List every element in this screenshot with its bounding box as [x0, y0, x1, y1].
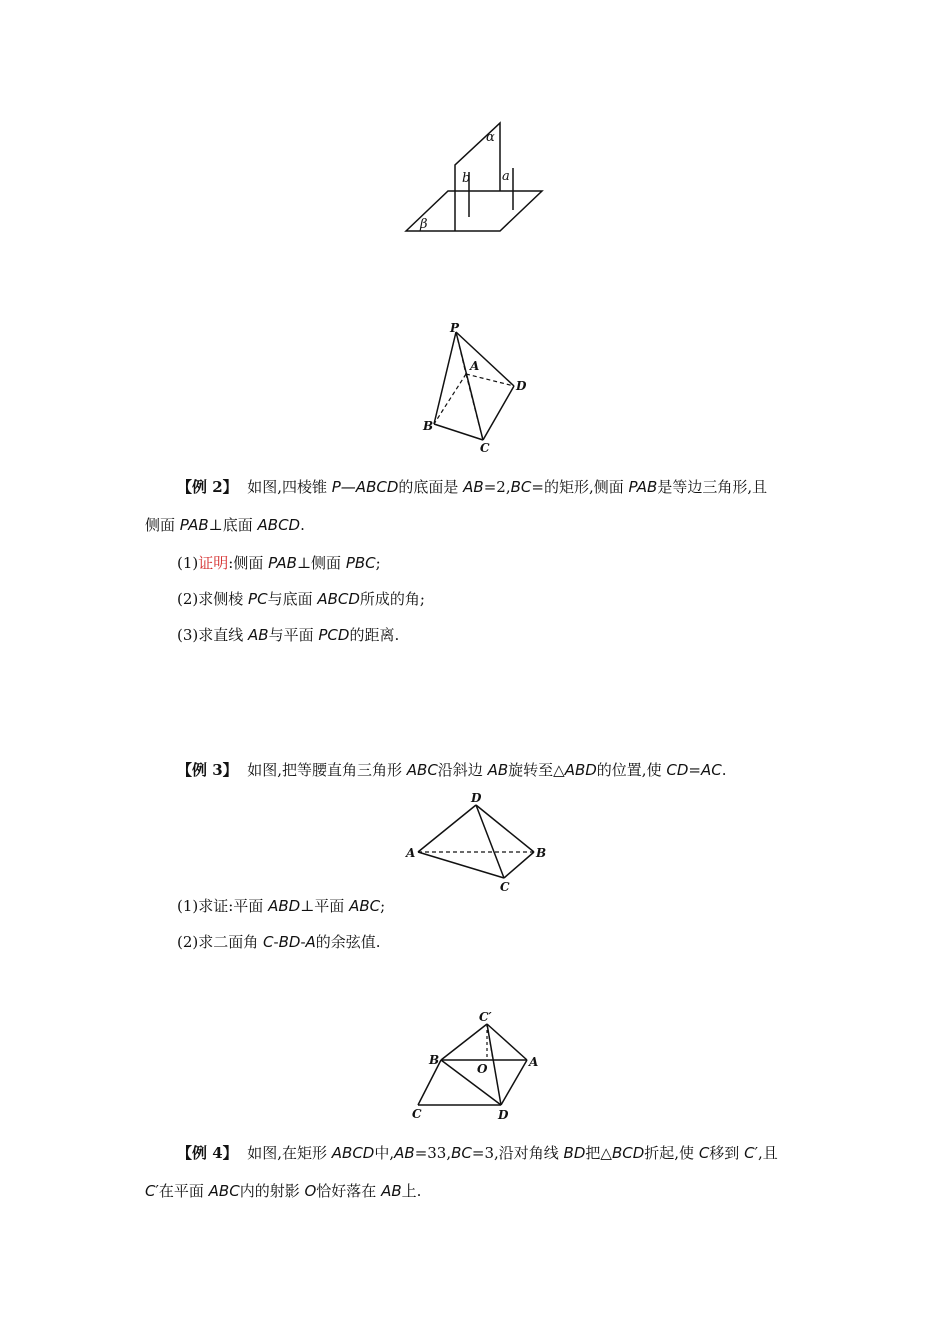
label-beta: β	[420, 217, 428, 232]
example2-question1: (1)证明:侧面 PAB⊥侧面 PBC;	[177, 554, 381, 572]
label-A: A	[406, 846, 416, 860]
label-line-a: a	[502, 169, 510, 184]
figure-folded-rectangle	[405, 1010, 555, 1125]
label-D: D	[498, 1108, 509, 1122]
example4-line2: C′在平面 ABC内的射影 O恰好落在 AB上.	[145, 1182, 422, 1200]
label-D: D	[471, 791, 482, 805]
example2-question3: (3)求直线 AB与平面 PCD的距离.	[177, 626, 400, 644]
label-A: A	[529, 1055, 539, 1069]
label-C: C	[412, 1107, 422, 1121]
label-B: B	[423, 419, 434, 433]
example4-line1: 【例 4】 如图,在矩形 ABCD中,AB=33,BC=3,沿对角线 BD把△BCD折起,使 C移到 C′,且	[177, 1144, 778, 1162]
example-tag: 【例 3】	[177, 761, 238, 779]
label-P: P	[450, 321, 460, 335]
label-B: B	[536, 846, 547, 860]
label-C: C	[500, 880, 510, 894]
figure-perpendicular-planes	[400, 120, 550, 240]
example2-question2: (2)求侧棱 PC与底面 ABCD所成的角;	[177, 590, 425, 608]
label-line-b: b	[462, 171, 471, 186]
example3-question1: (1)求证:平面 ABD⊥平面 ABC;	[177, 897, 386, 915]
example2-line2: 侧面 PAB⊥底面 ABCD.	[145, 516, 305, 534]
label-D: D	[516, 379, 527, 393]
label-O: O	[477, 1062, 488, 1076]
label-A: A	[470, 359, 480, 373]
label-B: B	[429, 1053, 440, 1067]
label-C: C	[480, 441, 490, 455]
figure-folded-triangle	[400, 790, 560, 895]
figure-pyramid	[420, 318, 540, 454]
label-C-prime: C′	[479, 1010, 492, 1024]
example2-line1: 【例 2】 如图,四棱锥 P—ABCD的底面是 AB=2,BC=的矩形,侧面 PAB是等边三角形,且	[177, 478, 768, 496]
example-tag: 【例 4】	[177, 1144, 238, 1162]
label-alpha: α	[486, 130, 495, 145]
example3-question2: (2)求二面角 C-BD-A的余弦值.	[177, 933, 381, 951]
example3-line1: 【例 3】 如图,把等腰直角三角形 ABC沿斜边 AB旋转至△ABD的位置,使 CD=AC.	[177, 761, 727, 779]
proof-link[interactable]: 证明	[198, 554, 229, 572]
example-tag: 【例 2】	[177, 478, 238, 496]
